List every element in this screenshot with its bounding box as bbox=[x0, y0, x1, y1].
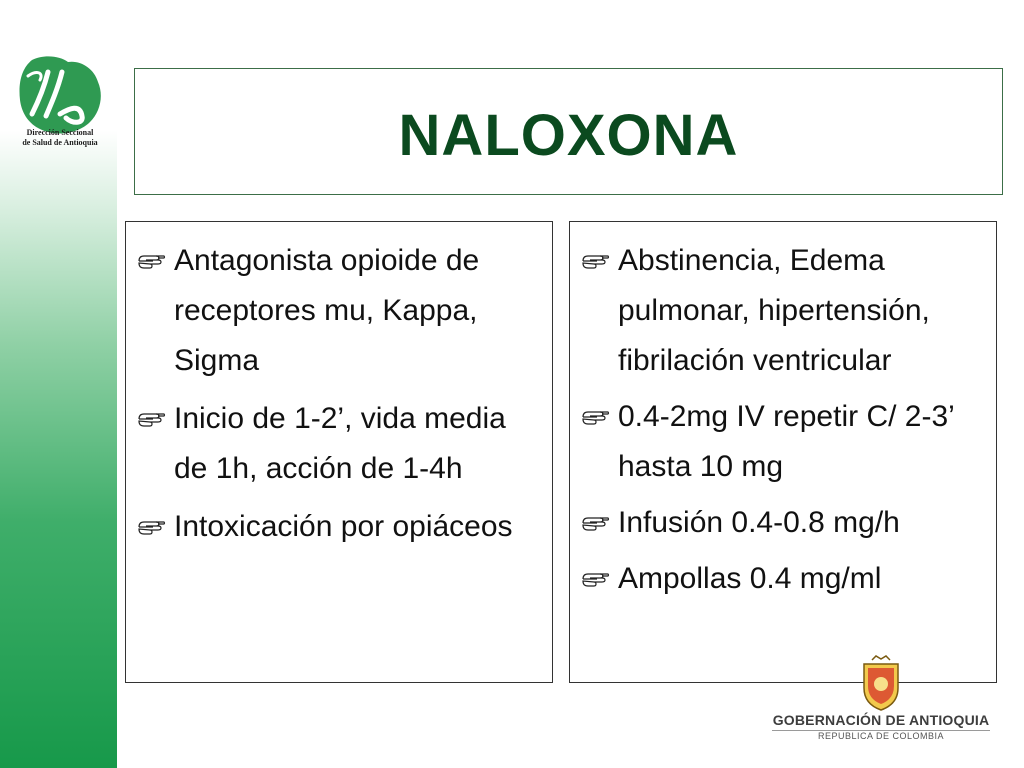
pointing-hand-icon bbox=[582, 498, 618, 548]
pointing-hand-icon bbox=[582, 236, 618, 286]
left-bullet-item bbox=[138, 502, 542, 552]
right-bullet-item bbox=[582, 392, 986, 492]
right-bullet-list bbox=[570, 222, 996, 604]
right-bullet-item bbox=[582, 236, 986, 386]
logo-caption bbox=[4, 128, 116, 148]
right-bullet-text-2: 0.4-2mg IV repetir C/ 2-3’ hasta 10 mg bbox=[618, 400, 954, 483]
left-bullet-text-3: Intoxicación por opiáceos bbox=[174, 510, 513, 543]
right-bullet-item bbox=[582, 498, 986, 548]
logo-caption-line1: Dirección Seccional bbox=[26, 128, 94, 137]
left-sidebar-band bbox=[0, 0, 117, 768]
right-bullet-item bbox=[582, 554, 986, 604]
pointing-hand-icon bbox=[138, 236, 174, 286]
right-bullet-text-3: Infusión 0.4-0.8 mg/h bbox=[618, 506, 900, 539]
left-bullet-item bbox=[138, 236, 542, 386]
right-content-box bbox=[569, 221, 997, 683]
left-content-box bbox=[125, 221, 553, 683]
country-name: REPUBLICA DE COLOMBIA bbox=[817, 731, 945, 741]
left-bullet-text-2: Inicio de 1-2’, vida media de 1h, acción de 1-4h bbox=[174, 402, 506, 485]
pointing-hand-icon bbox=[582, 554, 618, 604]
slide-title: NALOXONA bbox=[398, 103, 739, 168]
government-name: GOBERNACIÓN DE ANTIOQUIA bbox=[772, 712, 990, 731]
pointing-hand-icon bbox=[138, 394, 174, 444]
right-bullet-text-4: Ampollas 0.4 mg/ml bbox=[618, 562, 882, 595]
coat-of-arms-icon bbox=[858, 654, 904, 712]
right-bullet-text-1: Abstinencia, Edema pulmonar, hipertensión, fibrilación ventricular bbox=[618, 244, 930, 377]
left-bullet-list bbox=[126, 222, 552, 552]
pointing-hand-icon bbox=[582, 392, 618, 442]
logo-caption-line2: de Salud de Antioquia bbox=[22, 138, 98, 147]
left-bullet-item bbox=[138, 394, 542, 494]
title-box bbox=[134, 68, 1003, 195]
left-bullet-text-1: Antagonista opioide de receptores mu, Kappa, Sigma bbox=[174, 244, 480, 377]
pointing-hand-icon bbox=[138, 502, 174, 552]
